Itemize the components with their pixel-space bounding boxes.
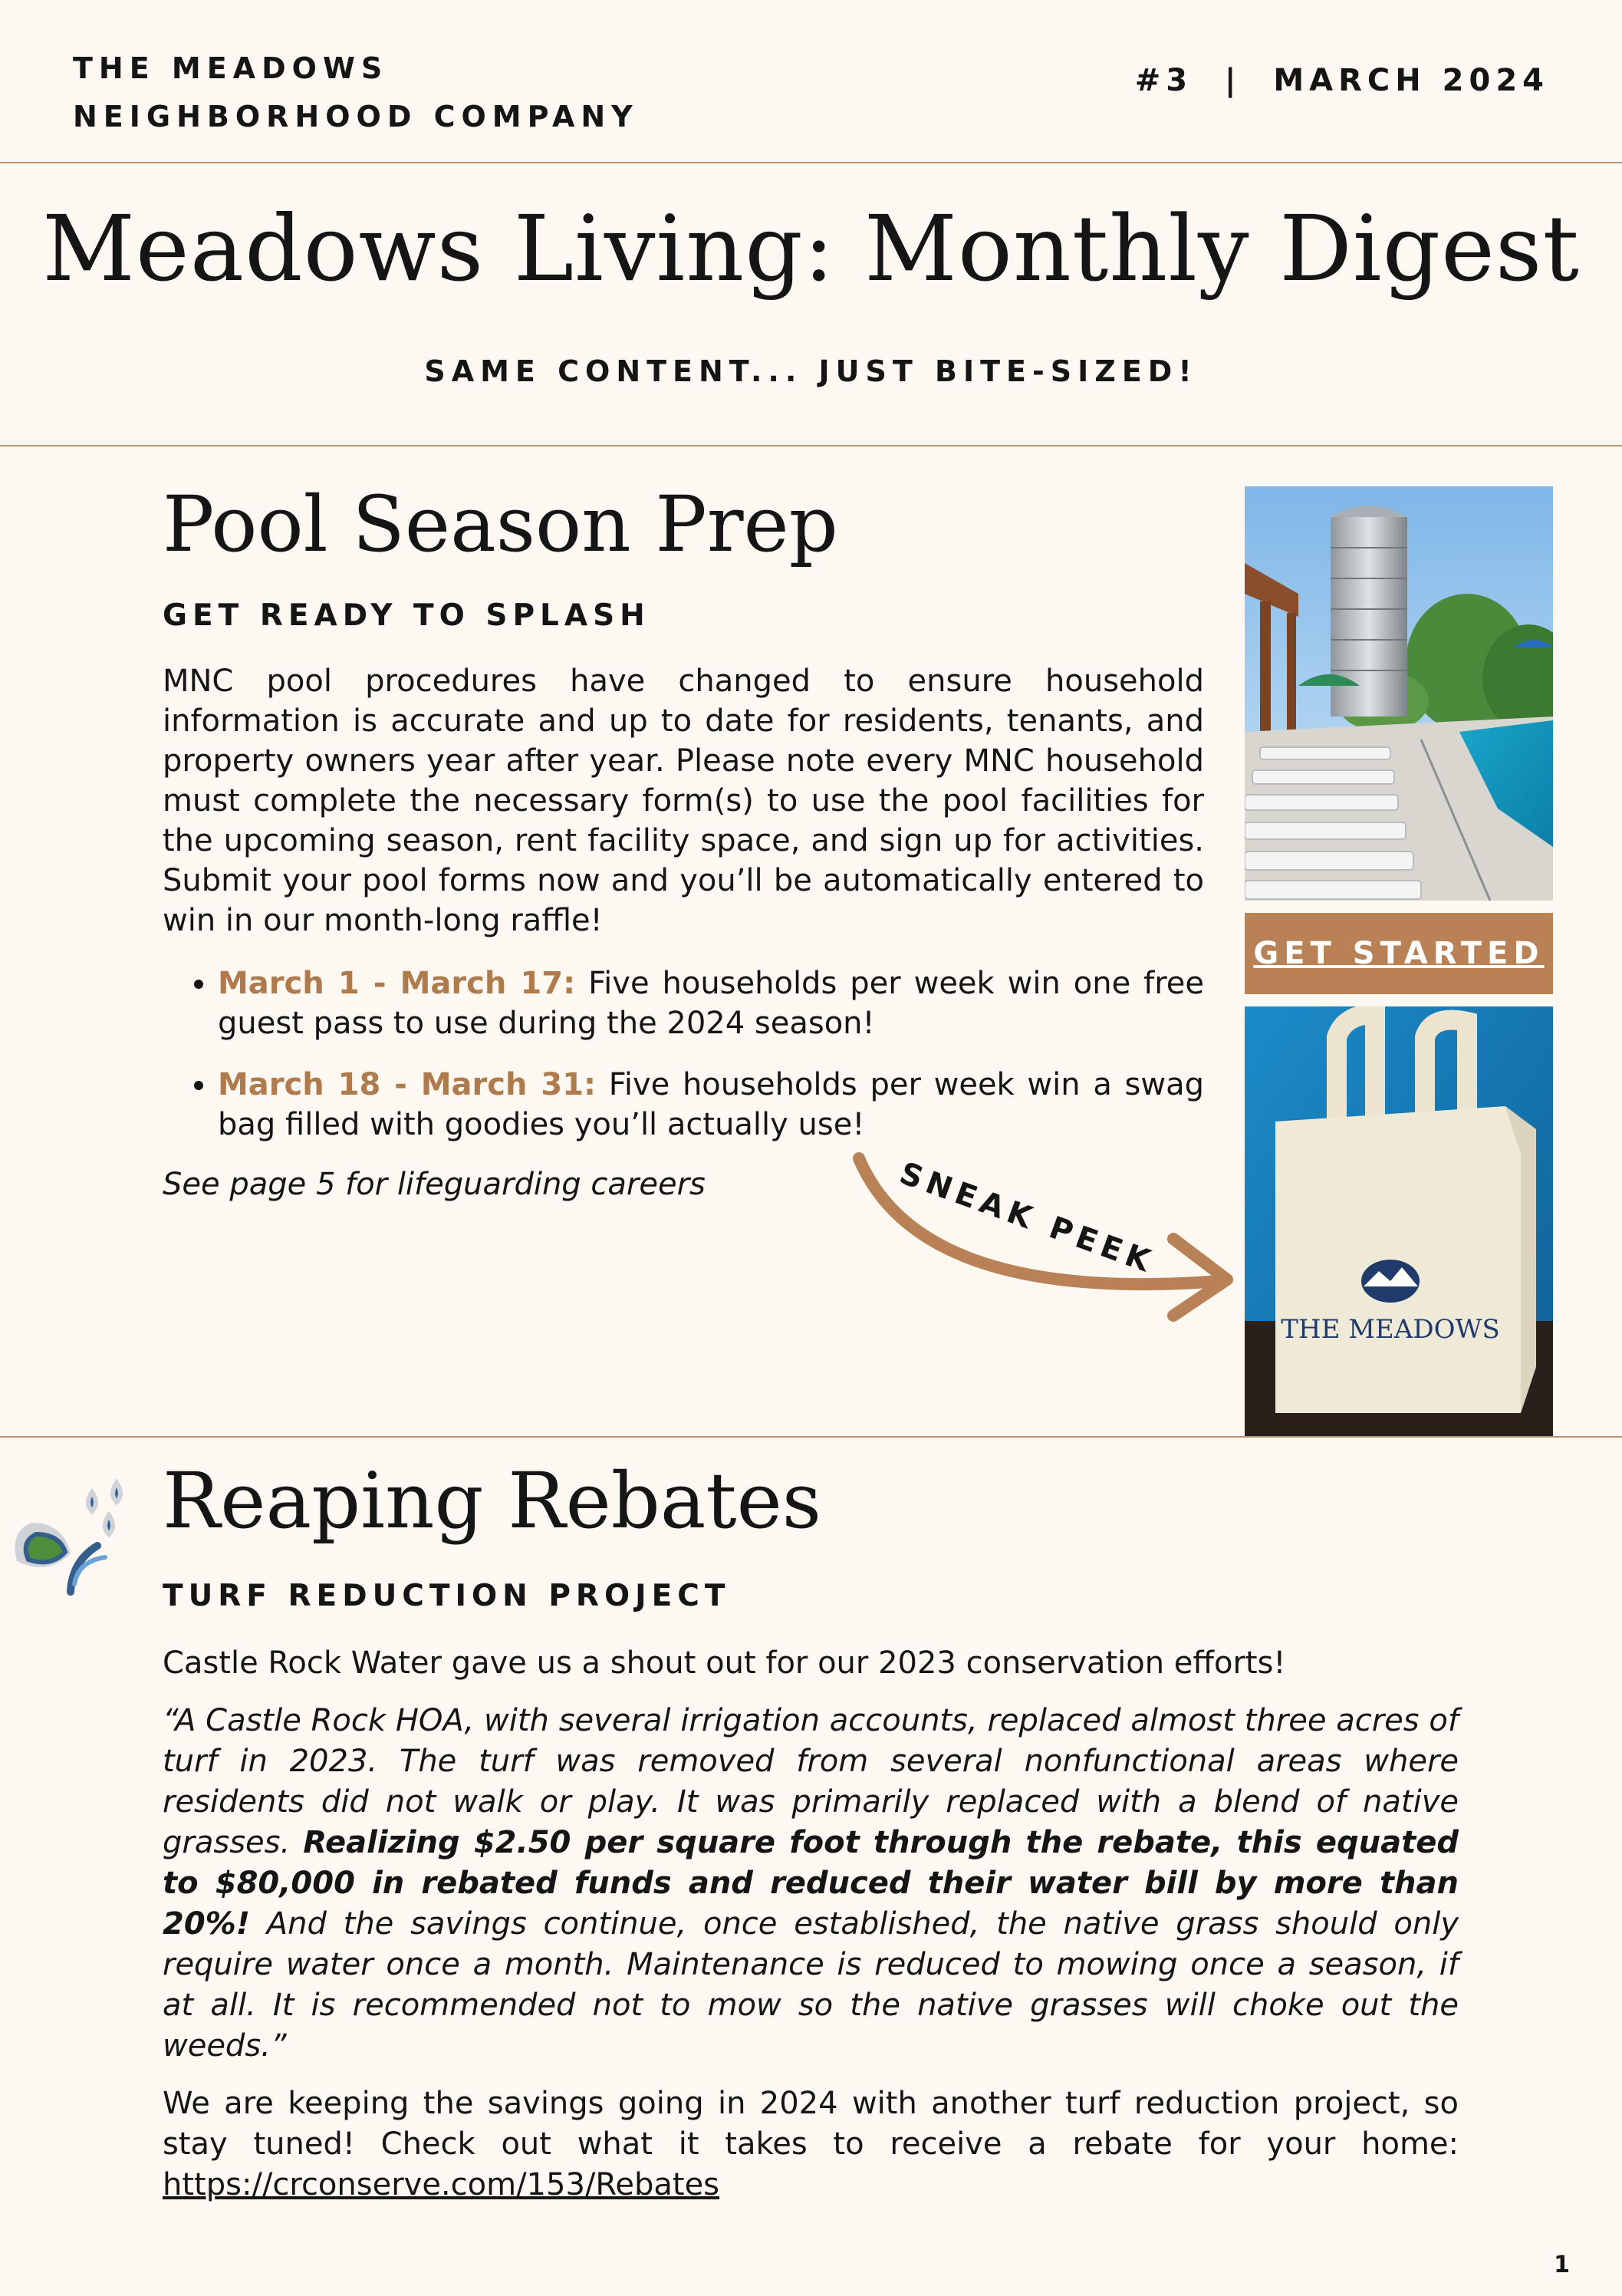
raffle-item <box>218 1065 1204 1145</box>
pool-heading: Pool Season Prep <box>163 479 838 569</box>
tote-bag-photo <box>1245 1006 1553 1436</box>
raffle-text: Five households per week win a swag bag filled with goodies you’ll actually use! <box>218 1067 1204 1142</box>
rebates-heading: Reaping Rebates <box>163 1456 822 1546</box>
careers-note: See page 5 for lifeguarding careers <box>163 1167 706 1202</box>
page-number: 1 <box>1554 2252 1570 2278</box>
rebates-closing <box>163 2084 1459 2205</box>
pool-paragraph: MNC pool procedures have changed to ensure household information is accurate and up to date for residents, tenants, and property owners year after year. Please note every MNC household must complete the necessary form(s) to use the pool facilities for the upcoming season, rent facility space, and sign up for activities. Submit your pool forms now and you’ll be automatically entered to win in our month-long raffle! <box>163 664 1204 938</box>
pool-subheading: GET READY TO SPLASH <box>163 598 650 633</box>
pool-photo <box>1245 486 1553 901</box>
quote-text: “A Castle Rock HOA, with several irrigation accounts, replaced almost three acres of turf in 2023. The turf was removed from several nonfunctional areas where residents did not walk or play. It was primarily replaced with a blend of native grasses. <box>163 1703 1459 1860</box>
org-name <box>73 44 639 141</box>
get-started-button[interactable]: GET STARTED <box>1245 913 1553 994</box>
issue-label: #3 | MARCH 2024 <box>1134 63 1549 98</box>
rebates-link[interactable]: https://crconserve.com/153/Rebates <box>163 2167 720 2202</box>
rebates-subheading: TURF REDUCTION PROJECT <box>163 1579 731 1613</box>
org-name-line2: NEIGHBORHOOD COMPANY <box>73 100 639 133</box>
raffle-text: Five households per week win one free guest pass to use during the 2024 season! <box>218 966 1205 1041</box>
rebates-intro: Castle Rock Water gave us a shout out for our 2023 conservation efforts! <box>163 1645 1286 1681</box>
raffle-item <box>218 964 1204 1043</box>
bag-brand-text: THE MEADOWS <box>1281 1314 1500 1345</box>
raffle-dates: March 18 - March 31: <box>218 1067 597 1102</box>
pool-body <box>163 661 1204 1204</box>
masthead-divider <box>0 445 1622 446</box>
quote-highlight: Realizing $2.50 per square foot through the rebate, this equated to $80,000 in rebated funds and reduced their water bill by more than 20%! <box>163 1825 1459 1942</box>
raffle-list <box>163 964 1204 1145</box>
rebates-body <box>163 1643 1459 2205</box>
newsletter-title: Meadows Living: Monthly Digest <box>42 196 1580 301</box>
newsletter-tagline: SAME CONTENT... JUST BITE-SIZED! <box>424 354 1198 388</box>
sprout-water-icon <box>2 1461 143 1603</box>
header-divider <box>0 162 1622 163</box>
quote-text: And the savings continue, once established, the native grass should only require water once a month. Maintenance is reduced to mowing once a season, if at all. It is recommended not to mow so the native grasses will choke out the weeds.” <box>163 1906 1459 2064</box>
sneak-peek-label: SNEAK PEEK <box>895 1155 1160 1281</box>
section-divider <box>0 1436 1622 1438</box>
closing-text: We are keeping the savings going in 2024 with another turf reduction project, so stay tuned! Check out what it takes to receive a rebate for your home: <box>163 2086 1459 2162</box>
rebates-quote <box>163 1701 1459 2067</box>
raffle-dates: March 1 - March 17: <box>218 966 576 1001</box>
org-name-line1: THE MEADOWS <box>73 51 389 85</box>
